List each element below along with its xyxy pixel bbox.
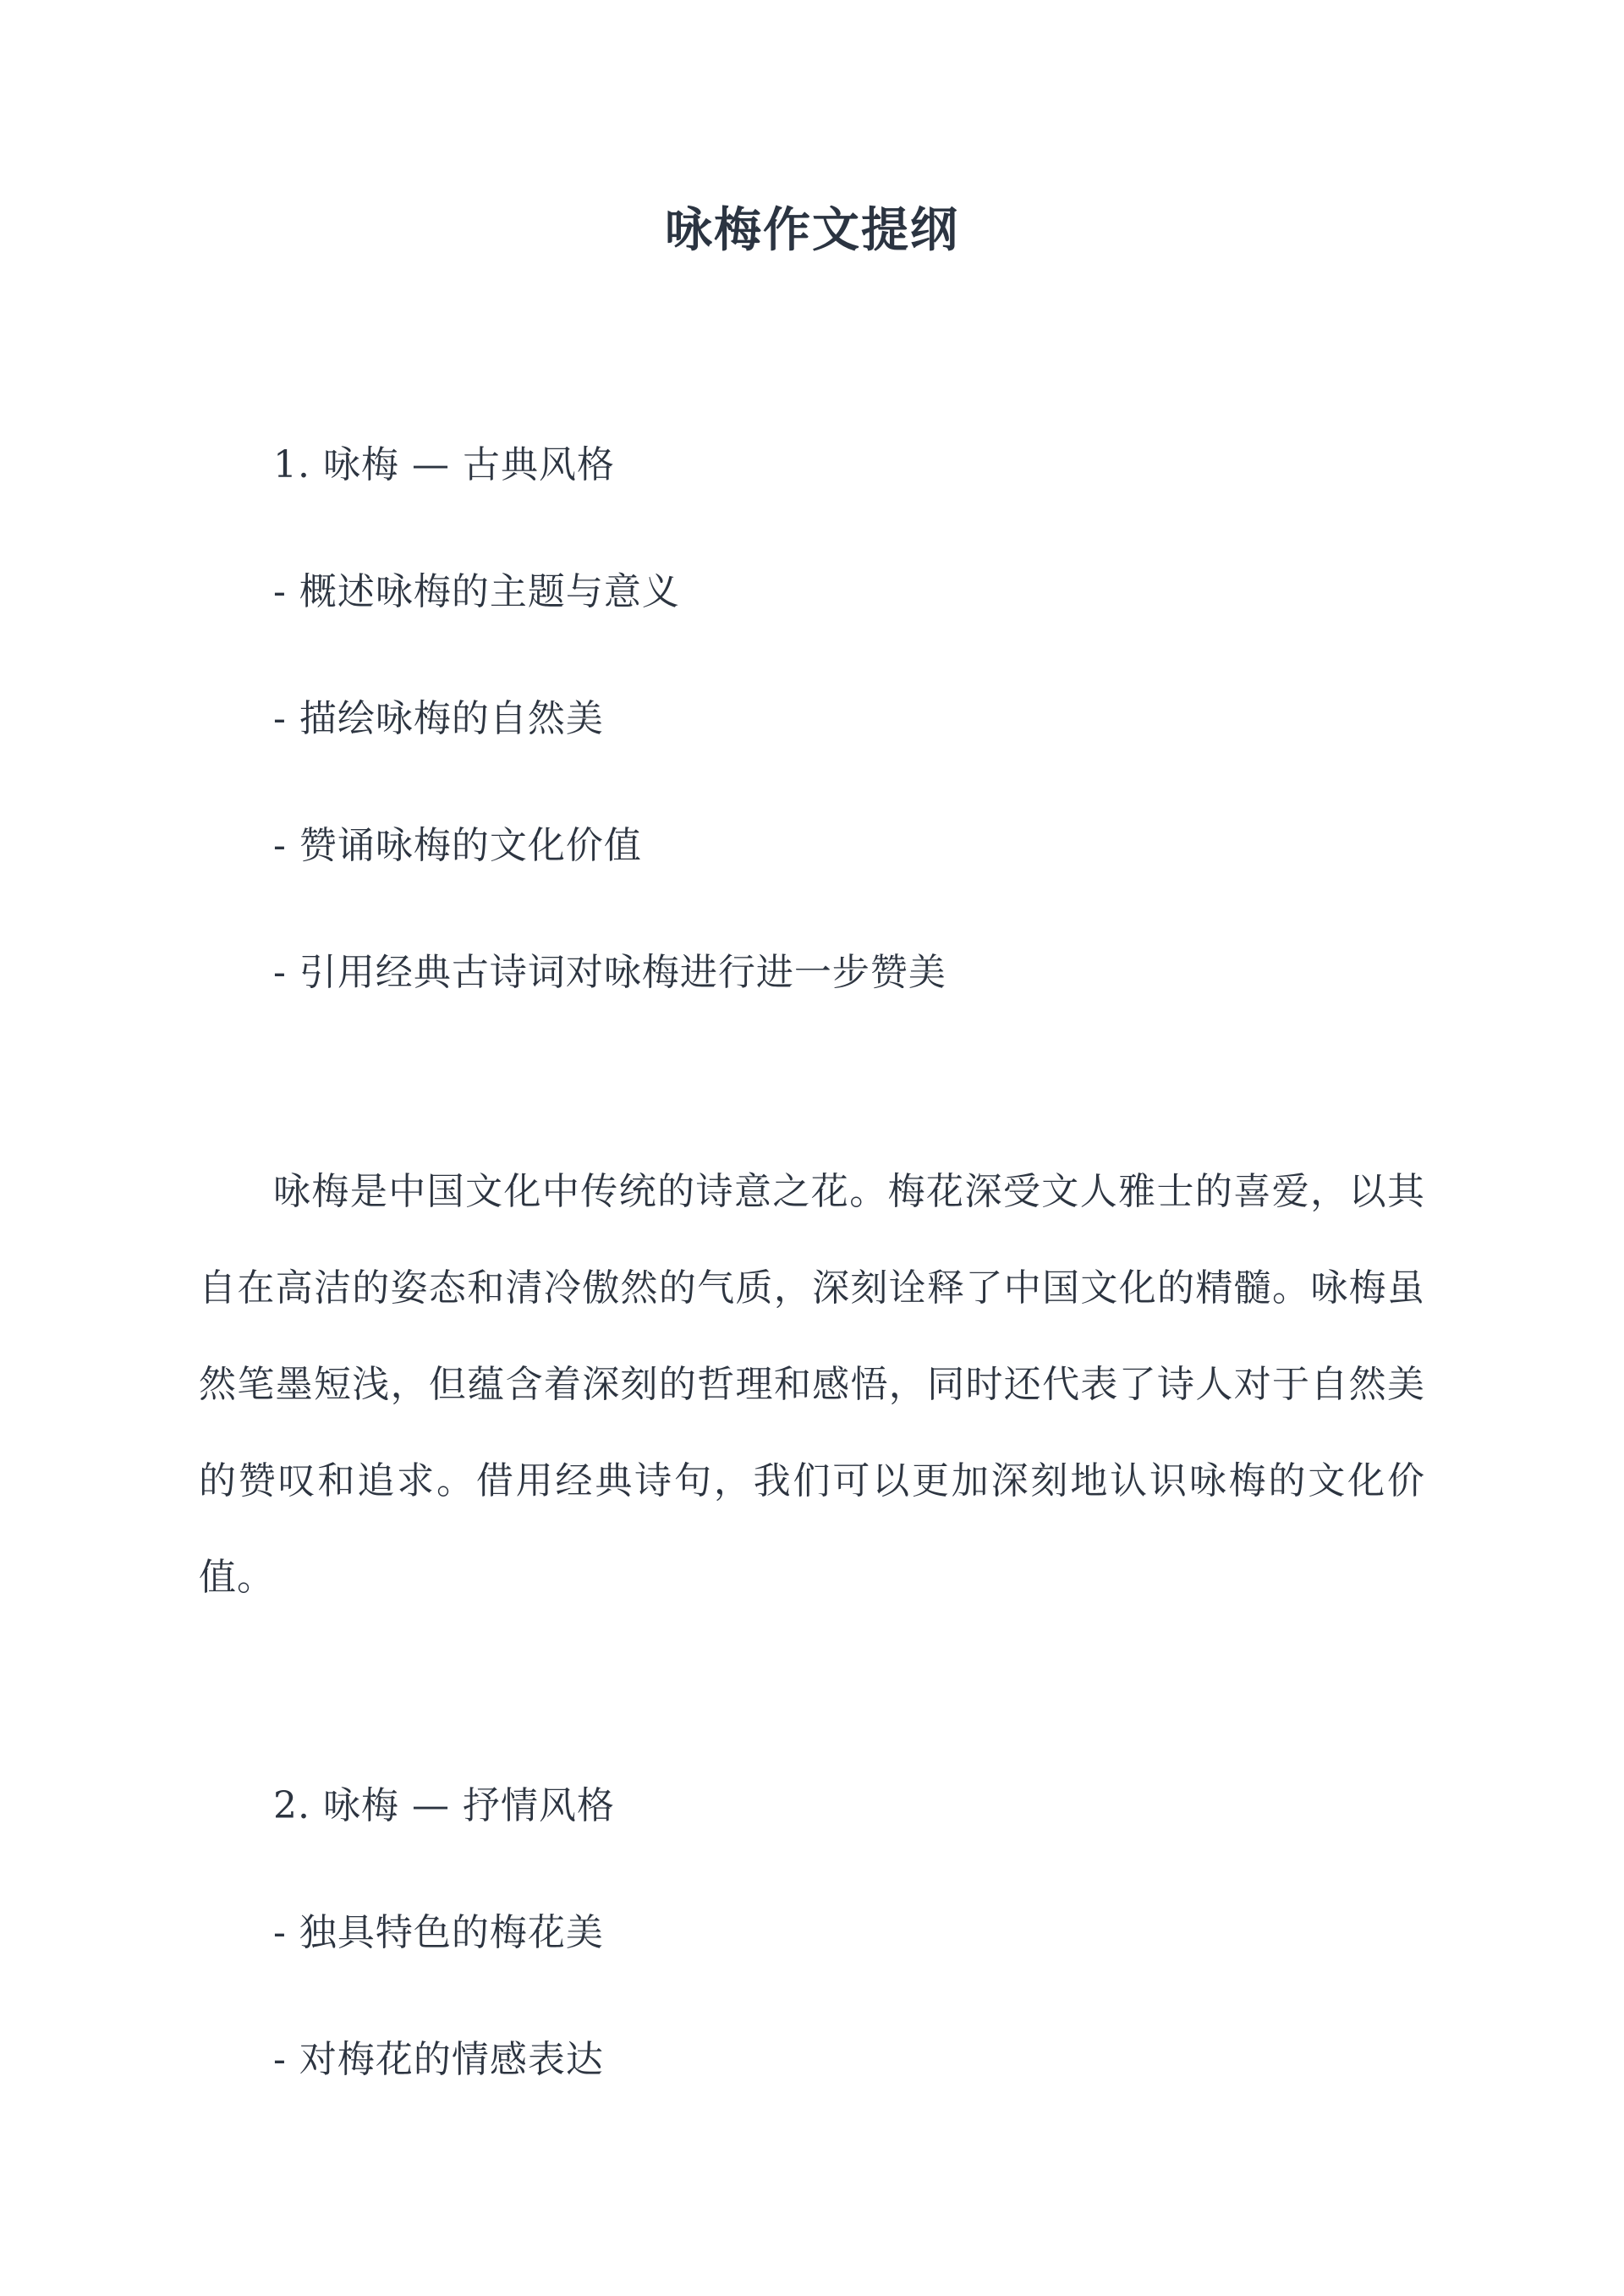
- page-title: 咏梅作文提纲: [665, 202, 959, 258]
- section-2-bullet-1: - 独具特色的梅花美: [273, 1911, 604, 1954]
- section-1-paragraph: 咏梅是中国文化中传统的诗意之花。梅花深受文人雅士的喜爱，以其自在高洁的姿态和清冷傲然的气质，深刻诠释了中国文化的精髓。咏梅虽然笔墨短浅，但蕴含着深刻的哲理和感悟，同时还代表了诗人对于自然美的赞叹和追求。借用经典诗句，我们可以更加深刻地认识咏梅的文化价值。: [199, 1170, 1425, 1599]
- section-1-bullet-3: - 赞诵咏梅的文化价值: [273, 824, 642, 867]
- section-1-heading: 1. 咏梅 — 古典风格: [273, 443, 615, 486]
- section-2-bullet-2: - 对梅花的情感表达: [273, 2038, 604, 2081]
- section-1-bullet-4: - 引用经典古诗词对咏梅进行进一步赞美: [273, 951, 946, 994]
- section-1-bullet-1: - 概述咏梅的主题与意义: [273, 570, 680, 613]
- section-2-heading: 2. 咏梅 — 抒情风格: [273, 1784, 615, 1827]
- section-1-bullet-2: - 描绘咏梅的自然美: [273, 697, 604, 740]
